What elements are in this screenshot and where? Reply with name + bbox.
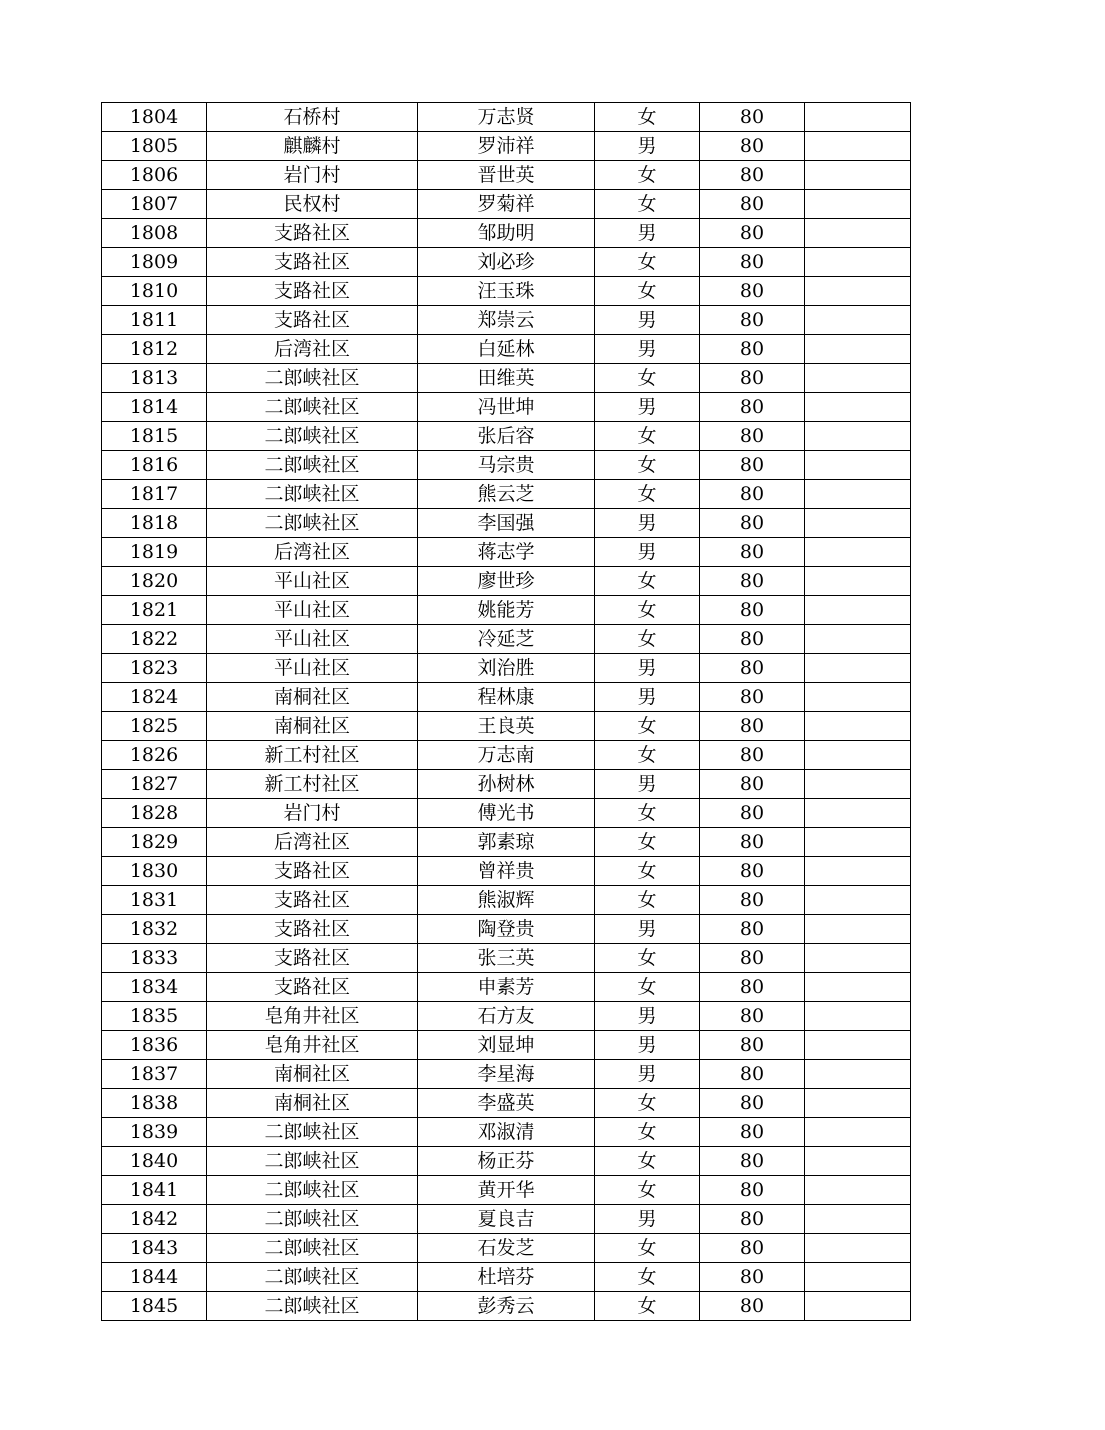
cell-serial-number: 1827 (102, 770, 207, 799)
cell-age: 80 (700, 480, 805, 509)
table-row (102, 132, 911, 161)
cell-serial-number: 1814 (102, 393, 207, 422)
roster-table-body (102, 103, 911, 1321)
cell-person-name: 万志南 (418, 741, 595, 770)
cell-age: 80 (700, 1118, 805, 1147)
table-row (102, 828, 911, 857)
cell-gender: 女 (595, 480, 700, 509)
cell-community: 二郎峡社区 (207, 1263, 418, 1292)
cell-age: 80 (700, 509, 805, 538)
table-row (102, 770, 911, 799)
cell-community: 二郎峡社区 (207, 451, 418, 480)
table-row (102, 973, 911, 1002)
cell-person-name: 陶登贵 (418, 915, 595, 944)
table-row (102, 625, 911, 654)
cell-gender: 女 (595, 248, 700, 277)
cell-serial-number: 1841 (102, 1176, 207, 1205)
cell-serial-number: 1832 (102, 915, 207, 944)
cell-note (805, 1118, 911, 1147)
cell-gender: 男 (595, 1060, 700, 1089)
cell-gender: 女 (595, 103, 700, 132)
cell-community: 二郎峡社区 (207, 509, 418, 538)
cell-age: 80 (700, 828, 805, 857)
table-row (102, 335, 911, 364)
cell-person-name: 夏良吉 (418, 1205, 595, 1234)
cell-gender: 女 (595, 161, 700, 190)
table-row (102, 393, 911, 422)
cell-community: 二郎峡社区 (207, 1234, 418, 1263)
table-row (102, 364, 911, 393)
table-row (102, 248, 911, 277)
cell-serial-number: 1833 (102, 944, 207, 973)
table-row (102, 1060, 911, 1089)
table-row (102, 1002, 911, 1031)
cell-serial-number: 1830 (102, 857, 207, 886)
cell-note (805, 538, 911, 567)
cell-note (805, 248, 911, 277)
cell-note (805, 1031, 911, 1060)
cell-age: 80 (700, 567, 805, 596)
table-row (102, 451, 911, 480)
cell-note (805, 103, 911, 132)
cell-note (805, 161, 911, 190)
cell-gender: 女 (595, 1234, 700, 1263)
cell-note (805, 219, 911, 248)
cell-community: 南桐社区 (207, 683, 418, 712)
cell-age: 80 (700, 741, 805, 770)
cell-community: 支路社区 (207, 973, 418, 1002)
cell-age: 80 (700, 915, 805, 944)
cell-person-name: 罗菊祥 (418, 190, 595, 219)
cell-person-name: 郭素琼 (418, 828, 595, 857)
table-row (102, 944, 911, 973)
cell-community: 皂角井社区 (207, 1031, 418, 1060)
cell-age: 80 (700, 944, 805, 973)
table-row (102, 509, 911, 538)
cell-age: 80 (700, 1060, 805, 1089)
cell-note (805, 654, 911, 683)
cell-serial-number: 1817 (102, 480, 207, 509)
cell-person-name: 孙树林 (418, 770, 595, 799)
cell-community: 支路社区 (207, 277, 418, 306)
cell-person-name: 王良英 (418, 712, 595, 741)
cell-person-name: 汪玉珠 (418, 277, 595, 306)
cell-note (805, 422, 911, 451)
cell-note (805, 625, 911, 654)
cell-serial-number: 1834 (102, 973, 207, 1002)
cell-community: 皂角井社区 (207, 1002, 418, 1031)
cell-community: 新工村社区 (207, 741, 418, 770)
cell-note (805, 1234, 911, 1263)
cell-note (805, 364, 911, 393)
cell-person-name: 熊淑辉 (418, 886, 595, 915)
cell-community: 二郎峡社区 (207, 1147, 418, 1176)
table-row (102, 712, 911, 741)
cell-gender: 女 (595, 1176, 700, 1205)
table-row (102, 480, 911, 509)
cell-serial-number: 1822 (102, 625, 207, 654)
cell-age: 80 (700, 886, 805, 915)
cell-gender: 女 (595, 828, 700, 857)
cell-person-name: 杜培芬 (418, 1263, 595, 1292)
cell-age: 80 (700, 103, 805, 132)
cell-note (805, 509, 911, 538)
cell-note (805, 1002, 911, 1031)
cell-person-name: 田维英 (418, 364, 595, 393)
cell-age: 80 (700, 1176, 805, 1205)
table-row (102, 915, 911, 944)
cell-person-name: 白延林 (418, 335, 595, 364)
cell-gender: 男 (595, 509, 700, 538)
cell-serial-number: 1805 (102, 132, 207, 161)
cell-serial-number: 1837 (102, 1060, 207, 1089)
cell-serial-number: 1813 (102, 364, 207, 393)
cell-age: 80 (700, 1002, 805, 1031)
cell-community: 二郎峡社区 (207, 1118, 418, 1147)
table-row (102, 886, 911, 915)
cell-serial-number: 1840 (102, 1147, 207, 1176)
cell-serial-number: 1831 (102, 886, 207, 915)
cell-age: 80 (700, 161, 805, 190)
cell-serial-number: 1845 (102, 1292, 207, 1321)
cell-gender: 男 (595, 770, 700, 799)
cell-note (805, 132, 911, 161)
table-row (102, 1292, 911, 1321)
cell-serial-number: 1810 (102, 277, 207, 306)
table-row (102, 857, 911, 886)
cell-note (805, 190, 911, 219)
cell-note (805, 451, 911, 480)
cell-age: 80 (700, 1147, 805, 1176)
cell-community: 支路社区 (207, 944, 418, 973)
cell-person-name: 傅光书 (418, 799, 595, 828)
cell-note (805, 770, 911, 799)
cell-age: 80 (700, 1205, 805, 1234)
cell-gender: 男 (595, 132, 700, 161)
cell-note (805, 1263, 911, 1292)
cell-community: 支路社区 (207, 857, 418, 886)
cell-serial-number: 1824 (102, 683, 207, 712)
cell-serial-number: 1826 (102, 741, 207, 770)
cell-gender: 女 (595, 1089, 700, 1118)
cell-gender: 男 (595, 1205, 700, 1234)
cell-person-name: 彭秀云 (418, 1292, 595, 1321)
cell-age: 80 (700, 538, 805, 567)
cell-gender: 女 (595, 741, 700, 770)
cell-age: 80 (700, 596, 805, 625)
cell-age: 80 (700, 422, 805, 451)
cell-gender: 女 (595, 973, 700, 1002)
cell-gender: 女 (595, 567, 700, 596)
cell-community: 二郎峡社区 (207, 364, 418, 393)
cell-note (805, 1205, 911, 1234)
cell-gender: 男 (595, 1031, 700, 1060)
cell-serial-number: 1842 (102, 1205, 207, 1234)
cell-community: 后湾社区 (207, 335, 418, 364)
cell-serial-number: 1816 (102, 451, 207, 480)
cell-note (805, 567, 911, 596)
cell-community: 支路社区 (207, 219, 418, 248)
cell-community: 新工村社区 (207, 770, 418, 799)
cell-note (805, 1176, 911, 1205)
cell-note (805, 1292, 911, 1321)
table-row (102, 1263, 911, 1292)
table-row (102, 567, 911, 596)
cell-gender: 女 (595, 364, 700, 393)
cell-gender: 男 (595, 538, 700, 567)
cell-person-name: 张三英 (418, 944, 595, 973)
cell-person-name: 李盛英 (418, 1089, 595, 1118)
cell-gender: 女 (595, 596, 700, 625)
cell-gender: 女 (595, 1292, 700, 1321)
cell-gender: 女 (595, 886, 700, 915)
cell-gender: 男 (595, 683, 700, 712)
cell-age: 80 (700, 799, 805, 828)
table-row (102, 161, 911, 190)
cell-serial-number: 1835 (102, 1002, 207, 1031)
cell-serial-number: 1807 (102, 190, 207, 219)
cell-serial-number: 1829 (102, 828, 207, 857)
cell-gender: 女 (595, 1263, 700, 1292)
cell-note (805, 857, 911, 886)
table-row (102, 1118, 911, 1147)
cell-community: 支路社区 (207, 915, 418, 944)
cell-gender: 男 (595, 335, 700, 364)
cell-age: 80 (700, 132, 805, 161)
cell-community: 石桥村 (207, 103, 418, 132)
table-row (102, 1147, 911, 1176)
table-row (102, 538, 911, 567)
cell-community: 平山社区 (207, 567, 418, 596)
cell-note (805, 277, 911, 306)
cell-note (805, 712, 911, 741)
cell-gender: 女 (595, 857, 700, 886)
cell-note (805, 306, 911, 335)
table-row (102, 219, 911, 248)
cell-age: 80 (700, 1089, 805, 1118)
cell-gender: 男 (595, 654, 700, 683)
cell-note (805, 1147, 911, 1176)
cell-community: 后湾社区 (207, 828, 418, 857)
cell-gender: 女 (595, 712, 700, 741)
table-row (102, 1205, 911, 1234)
cell-person-name: 姚能芳 (418, 596, 595, 625)
cell-gender: 女 (595, 799, 700, 828)
roster-table (101, 102, 911, 1321)
cell-note (805, 1089, 911, 1118)
cell-gender: 女 (595, 190, 700, 219)
cell-community: 岩门村 (207, 799, 418, 828)
cell-community: 支路社区 (207, 306, 418, 335)
cell-age: 80 (700, 306, 805, 335)
cell-note (805, 944, 911, 973)
cell-serial-number: 1819 (102, 538, 207, 567)
cell-note (805, 596, 911, 625)
cell-serial-number: 1823 (102, 654, 207, 683)
cell-note (805, 799, 911, 828)
table-row (102, 422, 911, 451)
table-row (102, 741, 911, 770)
table-row (102, 799, 911, 828)
cell-age: 80 (700, 1263, 805, 1292)
cell-note (805, 915, 911, 944)
cell-serial-number: 1839 (102, 1118, 207, 1147)
cell-person-name: 刘必珍 (418, 248, 595, 277)
cell-age: 80 (700, 335, 805, 364)
cell-person-name: 熊云芝 (418, 480, 595, 509)
cell-person-name: 李星海 (418, 1060, 595, 1089)
cell-gender: 女 (595, 625, 700, 654)
cell-person-name: 邹助明 (418, 219, 595, 248)
cell-person-name: 邓淑清 (418, 1118, 595, 1147)
cell-serial-number: 1811 (102, 306, 207, 335)
cell-note (805, 393, 911, 422)
cell-age: 80 (700, 1031, 805, 1060)
cell-age: 80 (700, 770, 805, 799)
cell-gender: 男 (595, 393, 700, 422)
cell-serial-number: 1804 (102, 103, 207, 132)
cell-gender: 男 (595, 1002, 700, 1031)
table-row (102, 277, 911, 306)
cell-gender: 女 (595, 1118, 700, 1147)
cell-community: 二郎峡社区 (207, 1205, 418, 1234)
cell-note (805, 480, 911, 509)
cell-community: 二郎峡社区 (207, 1292, 418, 1321)
table-row (102, 596, 911, 625)
cell-gender: 女 (595, 422, 700, 451)
cell-age: 80 (700, 451, 805, 480)
cell-community: 麒麟村 (207, 132, 418, 161)
cell-serial-number: 1828 (102, 799, 207, 828)
cell-person-name: 郑崇云 (418, 306, 595, 335)
cell-age: 80 (700, 248, 805, 277)
cell-person-name: 廖世珍 (418, 567, 595, 596)
cell-age: 80 (700, 857, 805, 886)
cell-gender: 男 (595, 915, 700, 944)
table-row (102, 683, 911, 712)
cell-age: 80 (700, 973, 805, 1002)
table-row (102, 654, 911, 683)
cell-person-name: 申素芳 (418, 973, 595, 1002)
cell-age: 80 (700, 393, 805, 422)
cell-person-name: 曾祥贵 (418, 857, 595, 886)
cell-person-name: 刘治胜 (418, 654, 595, 683)
cell-serial-number: 1843 (102, 1234, 207, 1263)
cell-serial-number: 1838 (102, 1089, 207, 1118)
table-row (102, 103, 911, 132)
cell-note (805, 741, 911, 770)
cell-serial-number: 1844 (102, 1263, 207, 1292)
cell-age: 80 (700, 1234, 805, 1263)
cell-note (805, 683, 911, 712)
cell-serial-number: 1809 (102, 248, 207, 277)
cell-age: 80 (700, 683, 805, 712)
cell-person-name: 马宗贵 (418, 451, 595, 480)
cell-gender: 女 (595, 277, 700, 306)
cell-serial-number: 1806 (102, 161, 207, 190)
cell-community: 民权村 (207, 190, 418, 219)
cell-gender: 女 (595, 944, 700, 973)
cell-person-name: 杨正芬 (418, 1147, 595, 1176)
cell-community: 二郎峡社区 (207, 480, 418, 509)
cell-gender: 男 (595, 306, 700, 335)
cell-gender: 女 (595, 1147, 700, 1176)
table-row (102, 1234, 911, 1263)
cell-person-name: 万志贤 (418, 103, 595, 132)
cell-person-name: 石方友 (418, 1002, 595, 1031)
cell-community: 二郎峡社区 (207, 393, 418, 422)
cell-age: 80 (700, 277, 805, 306)
cell-age: 80 (700, 190, 805, 219)
cell-serial-number: 1836 (102, 1031, 207, 1060)
cell-note (805, 828, 911, 857)
cell-note (805, 1060, 911, 1089)
table-row (102, 1089, 911, 1118)
cell-community: 岩门村 (207, 161, 418, 190)
cell-community: 南桐社区 (207, 1060, 418, 1089)
cell-age: 80 (700, 219, 805, 248)
cell-community: 二郎峡社区 (207, 1176, 418, 1205)
cell-gender: 男 (595, 219, 700, 248)
cell-serial-number: 1808 (102, 219, 207, 248)
cell-person-name: 黄开华 (418, 1176, 595, 1205)
cell-age: 80 (700, 712, 805, 741)
cell-person-name: 罗沛祥 (418, 132, 595, 161)
cell-community: 支路社区 (207, 248, 418, 277)
cell-serial-number: 1818 (102, 509, 207, 538)
cell-serial-number: 1825 (102, 712, 207, 741)
table-row (102, 1176, 911, 1205)
cell-note (805, 973, 911, 1002)
cell-person-name: 晋世英 (418, 161, 595, 190)
cell-person-name: 李国强 (418, 509, 595, 538)
cell-age: 80 (700, 364, 805, 393)
cell-person-name: 程林康 (418, 683, 595, 712)
cell-person-name: 冯世坤 (418, 393, 595, 422)
cell-note (805, 335, 911, 364)
cell-person-name: 石发芝 (418, 1234, 595, 1263)
cell-person-name: 冷延芝 (418, 625, 595, 654)
table-row (102, 190, 911, 219)
cell-community: 南桐社区 (207, 1089, 418, 1118)
cell-serial-number: 1821 (102, 596, 207, 625)
cell-community: 平山社区 (207, 654, 418, 683)
cell-age: 80 (700, 654, 805, 683)
cell-serial-number: 1815 (102, 422, 207, 451)
cell-age: 80 (700, 625, 805, 654)
cell-note (805, 886, 911, 915)
cell-gender: 女 (595, 451, 700, 480)
cell-community: 支路社区 (207, 886, 418, 915)
table-row (102, 306, 911, 335)
cell-serial-number: 1812 (102, 335, 207, 364)
cell-community: 平山社区 (207, 625, 418, 654)
cell-community: 后湾社区 (207, 538, 418, 567)
cell-community: 南桐社区 (207, 712, 418, 741)
cell-person-name: 蒋志学 (418, 538, 595, 567)
cell-community: 二郎峡社区 (207, 422, 418, 451)
cell-serial-number: 1820 (102, 567, 207, 596)
cell-person-name: 张后容 (418, 422, 595, 451)
cell-community: 平山社区 (207, 596, 418, 625)
cell-age: 80 (700, 1292, 805, 1321)
table-row (102, 1031, 911, 1060)
cell-person-name: 刘显坤 (418, 1031, 595, 1060)
